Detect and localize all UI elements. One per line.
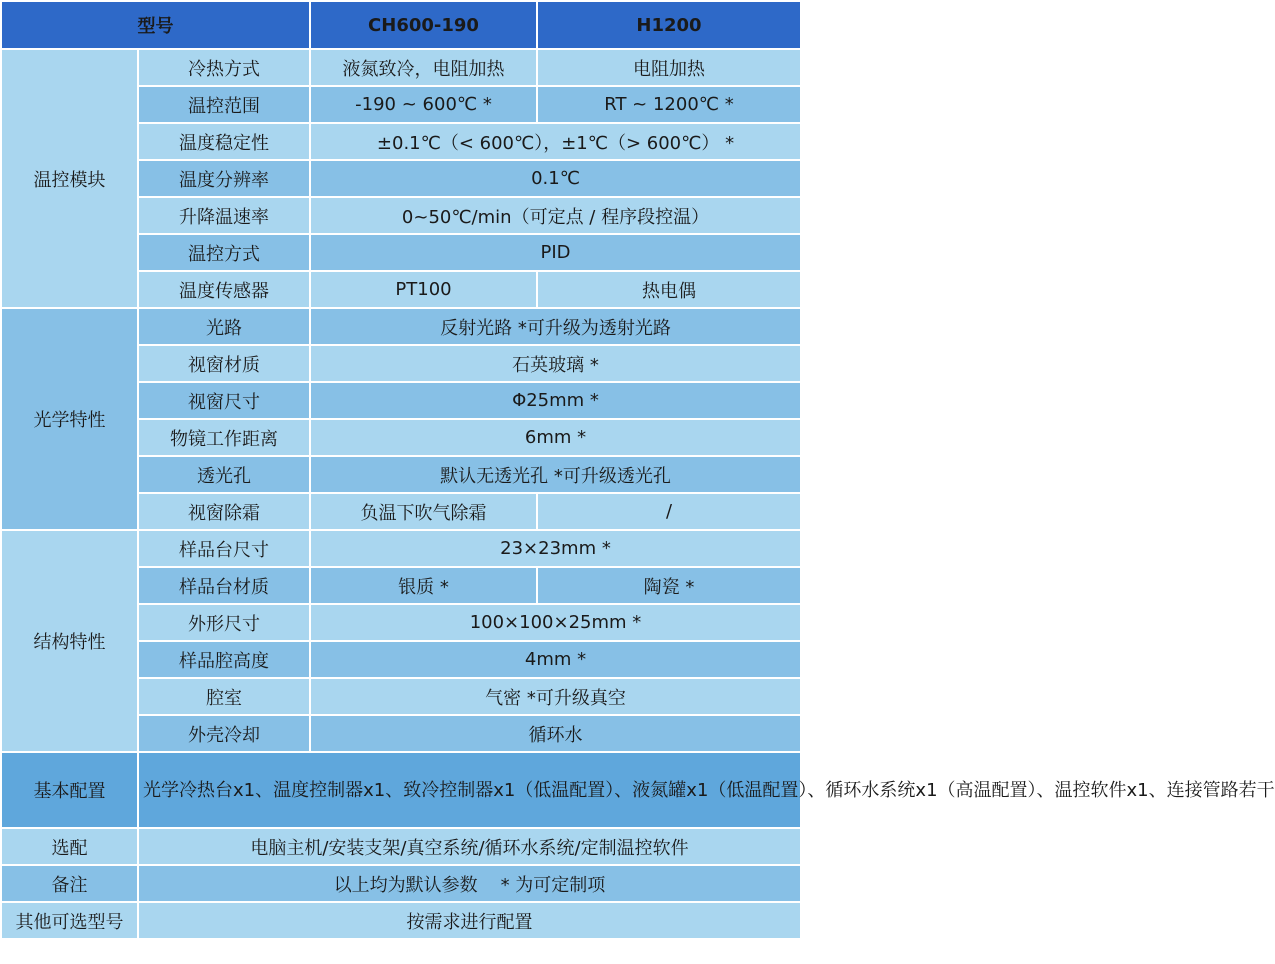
cell-value: 电阻加热 [537, 49, 801, 86]
summary-label: 其他可选型号 [1, 902, 138, 939]
table-row [1, 308, 801, 345]
cell-value: 反射光路 *可升级为透射光路 [310, 308, 801, 345]
summary-row [1, 752, 801, 828]
cell-value: PID [310, 234, 801, 271]
cell-value: / [537, 493, 801, 530]
row-label: 温度稳定性 [138, 123, 310, 160]
summary-label: 基本配置 [1, 752, 138, 828]
row-label: 冷热方式 [138, 49, 310, 86]
cell-value: 6mm * [310, 419, 801, 456]
row-label: 外形尺寸 [138, 604, 310, 641]
header-h1200: H1200 [537, 1, 801, 49]
row-label: 升降温速率 [138, 197, 310, 234]
summary-value: 光学冷热台x1、温度控制器x1、致冷控制器x1（低温配置）、液氮罐x1（低温配置）、循环水系统x1（高温配置）、温控软件x1、连接管路若干 [138, 752, 801, 828]
cell-value: 0.1℃ [310, 160, 801, 197]
cell-value: 液氮致冷，电阻加热 [310, 49, 537, 86]
row-label: 样品腔高度 [138, 641, 310, 678]
row-label: 视窗除霜 [138, 493, 310, 530]
cell-value: 0~50℃/min（可定点 / 程序段控温） [310, 197, 801, 234]
cell-value: 循环水 [310, 715, 801, 752]
row-label: 透光孔 [138, 456, 310, 493]
cell-value: 23×23mm * [310, 530, 801, 567]
row-label: 外壳冷却 [138, 715, 310, 752]
cell-value: RT ~ 1200℃ * [537, 86, 801, 123]
cell-value: 默认无透光孔 *可升级透光孔 [310, 456, 801, 493]
cell-value: 热电偶 [537, 271, 801, 308]
summary-label: 备注 [1, 865, 138, 902]
summary-row [1, 902, 801, 939]
cell-value: 陶瓷 * [537, 567, 801, 604]
cell-value: 银质 * [310, 567, 537, 604]
cell-value: 100×100×25mm * [310, 604, 801, 641]
summary-value: 以上均为默认参数 * 为可定制项 [138, 865, 801, 902]
group-optic-label: 光学特性 [1, 308, 138, 530]
summary-label: 选配 [1, 828, 138, 865]
group-struct-label: 结构特性 [1, 530, 138, 752]
cell-value: 4mm * [310, 641, 801, 678]
cell-value: 气密 *可升级真空 [310, 678, 801, 715]
header-row [1, 1, 801, 49]
table-row [1, 49, 801, 86]
cell-value: 负温下吹气除霜 [310, 493, 537, 530]
group-temp-label: 温控模块 [1, 49, 138, 308]
row-label: 视窗尺寸 [138, 382, 310, 419]
header-ch600: CH600-190 [310, 1, 537, 49]
table-row [1, 530, 801, 567]
row-label: 样品台材质 [138, 567, 310, 604]
row-label: 物镜工作距离 [138, 419, 310, 456]
summary-row [1, 828, 801, 865]
row-label: 温控范围 [138, 86, 310, 123]
header-model: 型号 [1, 1, 310, 49]
summary-row [1, 865, 801, 902]
row-label: 温度分辨率 [138, 160, 310, 197]
row-label: 样品台尺寸 [138, 530, 310, 567]
row-label: 光路 [138, 308, 310, 345]
cell-value: PT100 [310, 271, 537, 308]
cell-value: Φ25mm * [310, 382, 801, 419]
row-label: 温度传感器 [138, 271, 310, 308]
row-label: 视窗材质 [138, 345, 310, 382]
summary-value: 电脑主机/安装支架/真空系统/循环水系统/定制温控软件 [138, 828, 801, 865]
summary-value: 按需求进行配置 [138, 902, 801, 939]
row-label: 腔室 [138, 678, 310, 715]
cell-value: 石英玻璃 * [310, 345, 801, 382]
cell-value: ±0.1℃（< 600℃），±1℃（> 600℃） * [310, 123, 801, 160]
cell-value: -190 ~ 600℃ * [310, 86, 537, 123]
row-label: 温控方式 [138, 234, 310, 271]
